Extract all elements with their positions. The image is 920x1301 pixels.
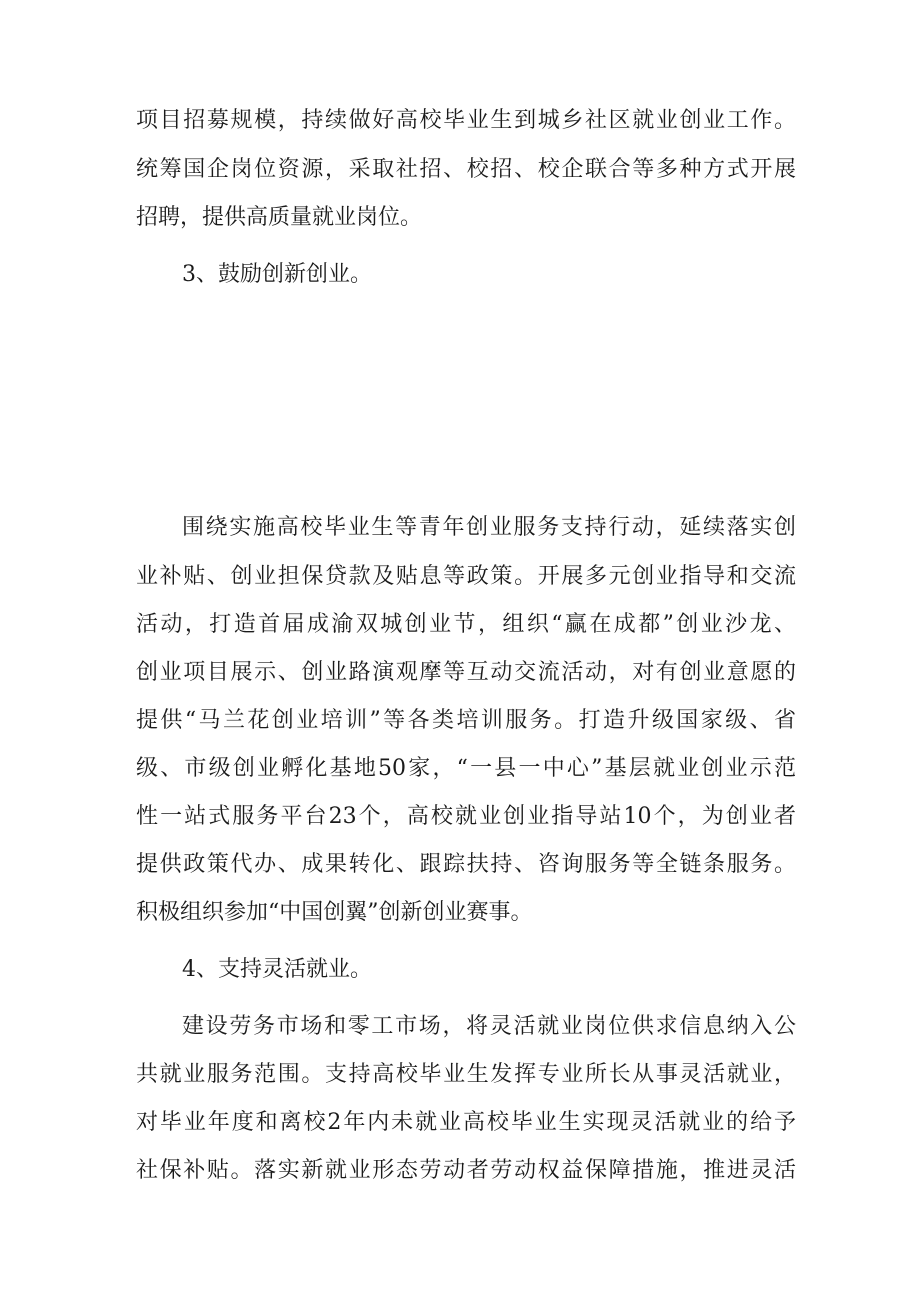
paragraph-2-line-5: 提供“马兰花创业培训”等各类培训服务。打造升级国家级、省 [136,708,796,733]
paragraph-3-line-1: 建设劳务市场和零工市场，将灵活就业岗位供求信息纳入公 [182,1014,796,1039]
section-heading-3: 3、鼓励创新创业。 [182,262,372,287]
paragraph-2-line-4: 创业项目展示、创业路演观摩等互动交流活动，对有创业意愿的 [136,660,796,685]
paragraph-3-line-3: 对毕业年度和离校2年内未就业高校毕业生实现灵活就业的给予 [136,1110,796,1135]
paragraph-1-line-3: 招聘，提供高质量就业岗位。 [136,205,423,230]
paragraph-2-line-8: 提供政策代办、成果转化、跟踪扶持、咨询服务等全链条服务。 [136,852,796,877]
paragraph-3-line-2: 共就业服务范围。支持高校毕业生发挥专业所长从事灵活就业， [136,1062,796,1087]
paragraph-2-line-3: 活动，打造首届成渝双城创业节，组织“赢在成都”创业沙龙、 [136,612,796,637]
paragraph-2-line-9: 积极组织参加“中国创翼”创新创业赛事。 [136,900,533,925]
paragraph-3-line-4: 社保补贴。落实新就业形态劳动者劳动权益保障措施，推进灵活 [136,1158,796,1183]
paragraph-2-line-2: 业补贴、创业担保贷款及贴息等政策。开展多元创业指导和交流 [136,564,796,589]
section-heading-4: 4、支持灵活就业。 [182,957,372,982]
paragraph-1-line-2: 统筹国企岗位资源，采取社招、校招、校企联合等多种方式开展 [136,157,796,182]
paragraph-2-line-1: 围绕实施高校毕业生等青年创业服务支持行动，延续落实创 [182,515,796,540]
paragraph-2-line-6: 级、市级创业孵化基地50家，“一县一中心”基层就业创业示范 [136,756,796,781]
paragraph-1-line-1: 项目招募规模，持续做好高校毕业生到城乡社区就业创业工作。 [136,108,796,133]
paragraph-2-line-7: 性一站式服务平台23个，高校就业创业指导站10个，为创业者 [136,804,796,829]
